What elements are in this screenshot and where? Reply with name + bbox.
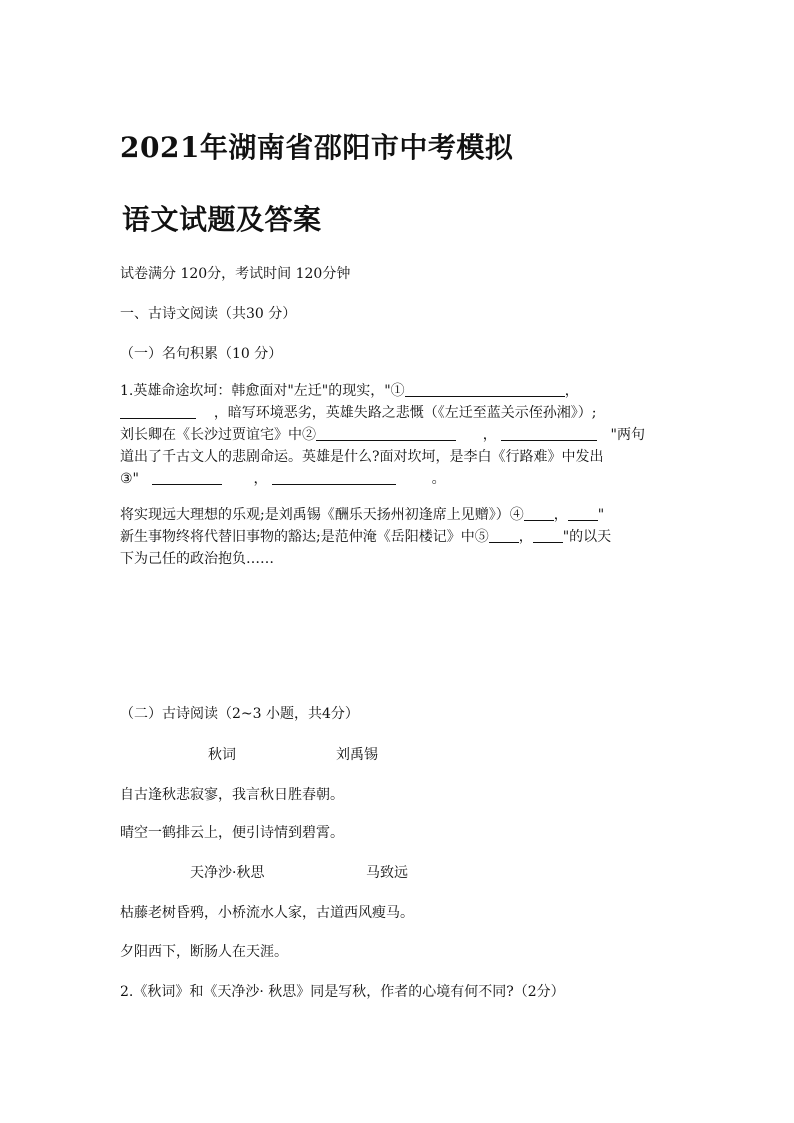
question-1 <box>120 380 676 490</box>
poem-1-line-1: 自古逢秋悲寂寥，我言秋日胜春朝。 <box>120 787 344 803</box>
q1b-text-4: 新生事物终将代替旧事物的豁达;是范仲淹《岳阳楼记》中⑤ <box>120 529 489 545</box>
q1b-text-5: ， <box>518 529 533 545</box>
q1b-text-2: ， <box>553 507 568 523</box>
q1-text-1: 1.英雄命途坎坷：韩愈面对"左迁"的现实，"① <box>120 383 405 399</box>
answer-blank-5[interactable] <box>152 470 222 485</box>
answer-blank-3[interactable] <box>316 426 456 441</box>
q1-text-4: 刘长卿在《长沙过贾谊宅》中② <box>120 427 316 443</box>
question-2: 2.《秋词》和《天净沙· 秋思》同是写秋，作者的心境有何不同?（2分） <box>120 984 565 1000</box>
answer-blank-9[interactable] <box>489 528 519 543</box>
poem-2-title: 天净沙·秋思 <box>190 865 265 881</box>
answer-blank-10[interactable] <box>533 528 563 543</box>
poem-2-author: 马致远 <box>366 865 408 881</box>
title-line-2: 语文试题及答案 <box>122 203 322 236</box>
answer-blank-8[interactable] <box>568 506 598 521</box>
poem-1-title: 秋词 <box>208 747 236 763</box>
poem-2-line-1: 枯藤老树昏鸦，小桥流水人家，古道西风瘦马。 <box>120 905 414 921</box>
answer-blank-4[interactable] <box>501 426 597 441</box>
question-1-continued <box>120 504 676 570</box>
q1b-text-3: " <box>597 507 605 523</box>
q1b-text-1: 将实现远大理想的乐观;是刘禹锡《酬乐天扬州初逢席上见赠》）④ <box>120 507 524 523</box>
answer-blank-7[interactable] <box>524 506 554 521</box>
answer-blank-1[interactable] <box>405 382 565 397</box>
q1-text-7: 道出了千古文人的悲剧命运。英雄是什么?面对坎坷，是李白《行路难》中发出 <box>120 449 604 465</box>
q1-text-9: ， <box>253 471 268 487</box>
q1-text-6: "两句 <box>610 427 645 443</box>
q1-text-3: ，暗写环境恶劣，英雄失路之悲慨（《左迁至蓝关示侄孙湘》）; <box>213 405 597 421</box>
q1-text-2: ， <box>564 383 579 399</box>
q1-text-5: ， <box>482 427 497 443</box>
answer-blank-2[interactable] <box>120 404 196 419</box>
q1-text-10: 。 <box>431 471 446 487</box>
q1-text-8: ③" <box>120 471 139 487</box>
q1b-text-6: "的以天 <box>562 529 612 545</box>
q1b-text-7: 下为己任的政治抱负…… <box>120 551 274 567</box>
poem-2-line-2: 夕阳西下，断肠人在天涯。 <box>120 944 288 960</box>
subsection-heading-1: （一）名句积累（10 分） <box>120 346 283 362</box>
title-line-1: 2021年湖南省邵阳市中考模拟 <box>120 131 514 164</box>
answer-blank-6[interactable] <box>272 470 396 485</box>
poem-1-author: 刘禹锡 <box>336 747 378 763</box>
subsection-heading-2: （二）古诗阅读（2~3 小题，共4分） <box>120 706 359 722</box>
exam-info: 试卷满分 120分，考试时间 120分钟 <box>120 266 351 282</box>
poem-1-line-2: 晴空一鹤排云上，便引诗情到碧霄。 <box>120 825 344 841</box>
section-heading-1: 一、古诗文阅读（共30 分） <box>120 306 297 322</box>
